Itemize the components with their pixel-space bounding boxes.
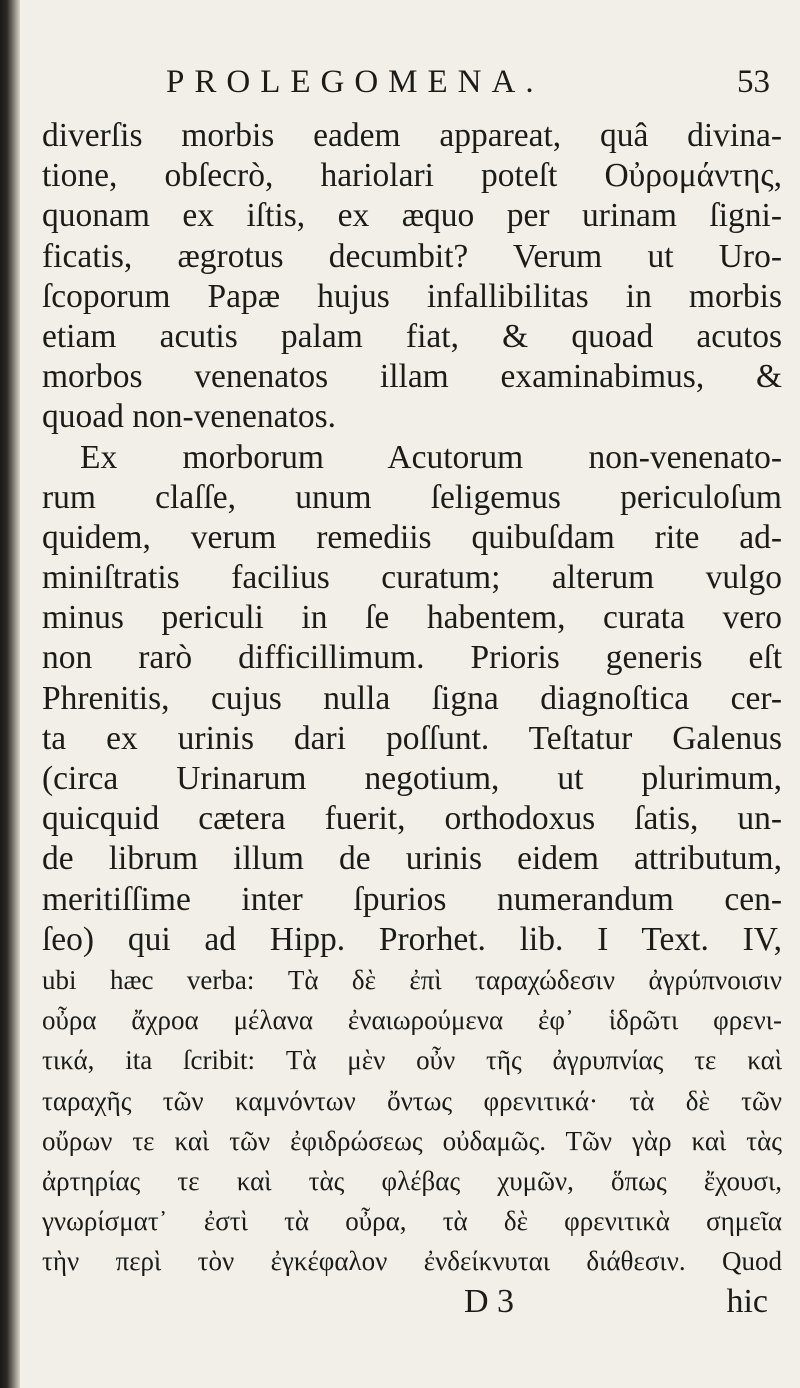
- text-line: rum claſſe, unum ſeligemus periculoſum: [42, 478, 782, 516]
- text-line: ſcoporum Papæ hujus infallibilitas in morbis: [42, 277, 782, 315]
- text-line: Phrenitis, cujus nulla ſigna diagnoſtica cer-: [42, 679, 782, 717]
- text-line: ficatis, ægrotus decumbit? Verum ut Uro-: [42, 237, 782, 275]
- page-footer: [42, 1283, 782, 1329]
- text-line: diverſis morbis eadem appareat, quâ divina-: [42, 117, 782, 154]
- catchword: hic: [726, 1283, 768, 1321]
- text-line: Ex morborum Acutorum non-venenato-: [80, 438, 782, 476]
- text-line: quoad non-venenatos.: [42, 398, 336, 436]
- text-line: (circa Urinarum negotium, ut plurimum,: [42, 760, 782, 797]
- text-line: quicquid cætera fuerit, orthodoxus ſatis, un-: [42, 800, 782, 838]
- text-line: miniſtratis facilius curatum; alterum vulgo: [42, 559, 782, 597]
- text-line: de librum illum de urinis eidem attributum,: [42, 840, 782, 878]
- body-text: [42, 116, 782, 1281]
- text-line: meritiſſime inter ſpurios numerandum cen-: [42, 880, 782, 918]
- book-page: [42, 58, 782, 1329]
- text-line: γνωρίσματ᾽ ἐστὶ τὰ οὖρα, τὰ δὲ φρενιτικὰ σημεῖα: [42, 1206, 782, 1237]
- text-line: οὖρα ἄχροα μέλανα ἐναιωρούμενα ἐφ᾽ ἱδρῶτι φρενι-: [42, 1005, 782, 1036]
- text-line: ταραχῆς τῶν καμνόντων ὄντως φρενιτικά· τὰ δὲ τῶν: [42, 1085, 782, 1116]
- running-head: [42, 58, 782, 110]
- text-line: ſeo) qui ad Hipp. Prorhet. lib. I Text. IV,: [42, 920, 782, 958]
- text-line: quidem, verum remediis quibuſdam rite ad-: [42, 518, 782, 556]
- text-line: οὔρων τε καὶ τῶν ἐφιδρώσεως οὐδαμῶς. Τῶν γὰρ καὶ τὰς: [42, 1125, 782, 1156]
- text-line: morbos venenatos illam examinabimus, &: [42, 358, 782, 396]
- text-line: tione, obſecrò, hariolari poteſt Οὐρομάντης,: [42, 157, 782, 195]
- text-line: τικά, ita ſcribit: Τὰ μὲν οὖν τῆς ἀγρυπνίας τε καὶ: [42, 1045, 782, 1076]
- text-line: etiam acutis palam fiat, & quoad acutos: [42, 317, 782, 355]
- page-number: 53: [737, 64, 770, 100]
- running-head-title: PROLEGOMENA.: [166, 64, 544, 100]
- text-line: minus periculi in ſe habentem, curata vero: [42, 599, 782, 637]
- text-line: ta ex urinis dari poſſunt. Teſtatur Galenus: [42, 719, 782, 757]
- text-line: ἀρτηρίας τε καὶ τὰς φλέβας χυμῶν, ὅπως ἔχουσι,: [42, 1165, 782, 1196]
- book-gutter-shadow: [0, 0, 20, 1388]
- text-line: ubi hæc verba: Τὰ δὲ ἐπὶ ταραχώδεσιν ἀγρύπνοισιν: [42, 964, 782, 995]
- signature-mark: D 3: [464, 1283, 515, 1321]
- text-line: τὴν περὶ τὸν ἐγκέφαλον ἐνδείκνυται διάθεσιν. Quod: [42, 1246, 782, 1277]
- text-line: quonam ex iſtis, ex æquo per urinam ſigni-: [42, 197, 782, 235]
- text-line: non rarò difficillimum. Prioris generis eſt: [42, 639, 782, 677]
